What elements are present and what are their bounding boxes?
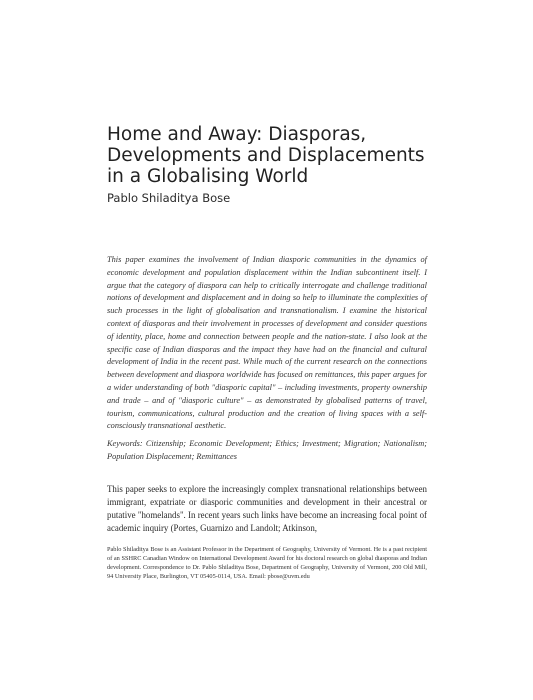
paper-abstract: This paper examines the involvement of Indian diasporic communities in the dynamics of economic development and population displacement within the Indian subcontinent itself. I argue that the category of diaspora can help to critically interrogate and challenge traditional notions of development and displacement and in doing so help to illuminate the complexities of such processes in the light of globalisation and transnationalism. I examine the historical context of diasporas and their involvement in processes of development and consider questions of identity, place, home and connection between people and the nation-state. I also look at the specific case of Indian diasporas and the impact they have had on the financial and cultural development of India in the recent past. While much of the current research on the connections between development and diaspora worldwide has focused on remittances, this paper argues for a wider understanding of both "diasporic capital" – including investments, property ownership and trade – and of "diasporic culture" – as demonstrated by globalised patterns of travel, tourism, communications, cultural production and the creation of living spaces with a self-consciously transnational aesthetic. [107, 255, 427, 431]
paper-author: Pablo Shiladitya Bose [107, 191, 231, 205]
paper-title: Home and Away: Diasporas, Developments and Displacements in a Globalising World [107, 124, 425, 187]
keywords-list: Citizenship; Economic Development; Ethics; Investment; Migration; Nationalism; Population Displacement; Remittances [107, 439, 428, 461]
paper-keywords [107, 438, 427, 464]
body-paragraph: This paper seeks to explore the increasingly complex transnational relationships between immigrant, expatriate or diasporic communities and development in their ancestral or putative "homelands". In recent years such links have become an increasing focal point of academic inquiry (Portes, Guarnizo and Landolt; Atkinson, [107, 484, 427, 533]
author-footnote: Pablo Shiladitya Bose is an Assistant Professor in the Department of Geography, University of Vermont. He is a past recipient of an SSHRC Canadian Window on International Development Award for his doctoral research on global diasporas and Indian development. Correspondence to Dr. Pablo Shiladitya Bose, Department of Geography, University of Vermont, 200 Old Mill, 94 University Place, Burlington, VT 05405-0114, USA. Email: pbose@uvm.edu [107, 546, 427, 580]
keywords-label: Keywords: [107, 439, 143, 448]
